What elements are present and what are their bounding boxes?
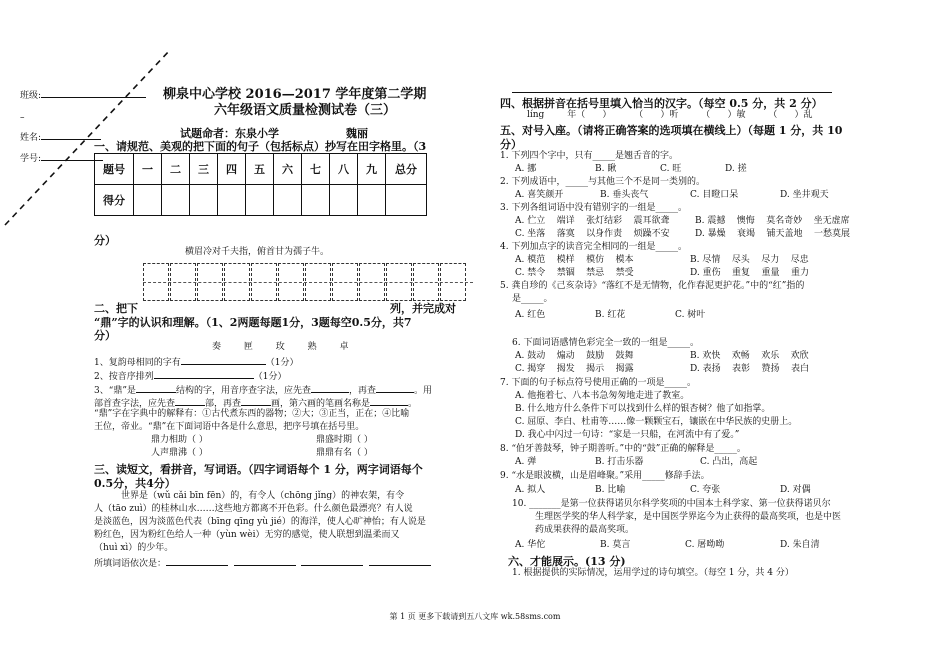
q3-para-5: （huì xì）的少年。 bbox=[94, 543, 174, 553]
q3-title: 三、读短文，看拼音，写词语。（四字词语每个 1 分，两字词语每个 bbox=[94, 463, 423, 476]
q5-item5-b: 是_____。 bbox=[512, 294, 553, 304]
q2-word-4: 鼎鼎有名（ ） bbox=[316, 448, 373, 458]
q5-item10-opt: D. 朱自清 bbox=[780, 540, 820, 550]
exam-title: 六年级语文质量检测试卷（三） bbox=[214, 103, 397, 118]
q4-title: 四、根据拼音在括号里填入恰当的汉字。（每空 0.5 分，共 2 分） bbox=[500, 97, 823, 110]
margin-dash: – bbox=[20, 113, 25, 123]
q2-item2: 2、按音序排列 （1分） bbox=[94, 368, 286, 383]
score-header-cell: 七 bbox=[302, 154, 330, 185]
q5-item3-opt: C. 坐落 落寞 以身作责 烦躁不安 bbox=[515, 229, 670, 239]
q5-item7-opt: D. 我心中闪过一句诗：“家是一只船，在河流中有了爱。” bbox=[515, 430, 740, 440]
q2-word-2: 鼎盛时期（ ） bbox=[316, 435, 373, 445]
score-cell[interactable] bbox=[246, 185, 274, 216]
q5-item10-opt: A. 华佗 bbox=[515, 540, 546, 550]
q1-title: 一、请规范、美观的把下面的句子（包括标点）抄写在田字格里。（3 bbox=[94, 140, 427, 153]
q3-para-3: 是淡蓝色，因为淡蓝色代表（bīng qīng yù jié）的海洋，使人心旷神怡；有人说是 bbox=[94, 517, 426, 527]
q5-item6-opt: D. 表扬 表彰 赞扬 表白 bbox=[690, 364, 809, 374]
q5-item1: 1. 下列四个字中，只有_____是翘舌音的字。 bbox=[500, 151, 678, 161]
score-cell[interactable] bbox=[162, 185, 190, 216]
name-label: 姓名: bbox=[20, 129, 101, 144]
score-cell[interactable] bbox=[302, 185, 330, 216]
score-cell[interactable] bbox=[386, 185, 427, 216]
q5-item4-opt: B. 尽情 尽头 尽力 尽忠 bbox=[690, 255, 809, 265]
score-header-cell: 一 bbox=[134, 154, 162, 185]
score-header-cell: 二 bbox=[162, 154, 190, 185]
q5-item9-opt: B. 比喻 bbox=[595, 485, 626, 495]
q5-item4: 4. 下列加点字的读音完全相同的一组是_____。 bbox=[500, 242, 687, 252]
score-cell[interactable] bbox=[358, 185, 386, 216]
q5-item8: 8. “伯牙善鼓琴，钟子期善听。”中的“鼓”正确的解释是_____。 bbox=[500, 444, 746, 454]
score-cell[interactable] bbox=[134, 185, 162, 216]
q2-item3-line1: 3、“鼎”是 结构的字，用音序查字法，应先查 ，再查 。用 bbox=[94, 382, 432, 397]
q5-title: 五、对号入座。（请将正确答案的选项填在横线上）（每题 1 分，共 10 bbox=[500, 124, 843, 137]
q5-item10-c: 药成果获得的最高奖项。 bbox=[535, 525, 635, 535]
q2-item3-line3: “鼎”字在字典中的解释有：①古代煮东西的器物；②大；③正当，正在；④比喻 bbox=[94, 409, 410, 419]
q5-item8-opt: A. 弹 bbox=[515, 457, 537, 467]
writing-grid[interactable] bbox=[143, 263, 473, 303]
score-cell[interactable] bbox=[218, 185, 246, 216]
q5-item9-opt: D. 对偶 bbox=[780, 485, 811, 495]
q5-item4-opt: C. 禁令 禁锢 禁忌 禁受 bbox=[515, 268, 634, 278]
q5-item3-opt: B. 震撼 懊悔 莫名奇妙 坐无虚席 bbox=[695, 216, 850, 226]
q2-item3-line2: 部首查字法，应先查 部，再查 画，第六画的笔画名称是 。 bbox=[94, 395, 417, 410]
q5-item2-opt: A. 喜笑颜开 bbox=[515, 190, 564, 200]
q5-item5-opt: A. 红色 bbox=[515, 310, 546, 320]
q2-title-b: 列，并完成对 bbox=[390, 302, 456, 315]
page-footer: 第 1 页 更多下载请到五八文库 wk.58sms.com bbox=[389, 612, 561, 621]
q3-para-2: 人（tāo zuì）的桂林山水……这些地方都离不开色彩。什么颜色最漂亮？有人说 bbox=[94, 504, 413, 514]
q2-item1: 1、复韵母相同的字有 （1分） bbox=[94, 354, 298, 369]
q2-word-1: 鼎力相助（ ） bbox=[151, 435, 208, 445]
score-cell[interactable] bbox=[274, 185, 302, 216]
score-header-cell: 三 bbox=[190, 154, 218, 185]
q3-answer-line: 所填词语依次是： bbox=[94, 555, 431, 570]
q5-item5: 5. 龚自珍的《己亥杂诗》“落红不是无情物，化作春泥更护花。”中的“红”指的 bbox=[500, 281, 805, 291]
q5-item6: 6. 下面词语感情色彩完全一致的一组是_____。 bbox=[512, 338, 699, 348]
q4-line: líng 年（ ） （ ）听 （ ）敏 （ ）乱 bbox=[527, 110, 813, 120]
q5-item6-opt: C. 揭穿 揭发 揭示 揭露 bbox=[515, 364, 634, 374]
q1-title-cont: 分） bbox=[94, 234, 116, 247]
top-right-line bbox=[512, 92, 832, 93]
author-label: 试题命者：东泉小学 bbox=[180, 127, 279, 140]
q5-item1-opt: A. 挪 bbox=[515, 164, 537, 174]
q5-item2: 2. 下列成语中，_____与其他三个不是同一类别的。 bbox=[500, 177, 705, 187]
score-table bbox=[94, 153, 427, 216]
q2-line2: “鼎”字的认识和理解。（1、2两题每题1分，3题每空0.5分，共7 bbox=[94, 316, 412, 329]
q2-word-3: 人声鼎沸（ ） bbox=[151, 448, 208, 458]
id-label: 学号: bbox=[20, 150, 103, 165]
q5-item10-opt: C. 屠呦呦 bbox=[685, 540, 725, 550]
q2-line3: 分） bbox=[94, 329, 116, 342]
q3-para-1: 世界是（wǔ cǎi bīn fēn）的，有令人（chōng jǐng）的神农架，有令 bbox=[121, 491, 405, 501]
q5-item10-opt: B. 莫言 bbox=[600, 540, 631, 550]
q5-item5-opt: C. 树叶 bbox=[675, 310, 706, 320]
q5-item2-opt: C. 目瞪口呆 bbox=[690, 190, 739, 200]
score-header-cell: 五 bbox=[246, 154, 274, 185]
score-header-cell: 九 bbox=[358, 154, 386, 185]
q5-item9-opt: C. 夸张 bbox=[690, 485, 721, 495]
q5-item9-opt: A. 拟人 bbox=[515, 485, 546, 495]
class-label: 班级: bbox=[20, 87, 146, 102]
q5-item1-opt: B. 瞅 bbox=[595, 164, 617, 174]
q5-item2-opt: B. 垂头丧气 bbox=[600, 190, 649, 200]
q2-chars: 奏 匣 玫 熟 卓 bbox=[212, 342, 349, 352]
q5-item3-opt: A. 伫立 端详 张灯结彩 震耳欲聋 bbox=[515, 216, 670, 226]
author-name: 魏丽 bbox=[346, 127, 368, 140]
score-cell[interactable] bbox=[330, 185, 358, 216]
q5-item4-opt: D. 重伤 重复 重量 重力 bbox=[690, 268, 809, 278]
q5-item8-opt: C. 凸出，高起 bbox=[700, 457, 758, 467]
q5-item9: 9. “水是眼波横，山是眉峰聚。”采用_____修辞手法。 bbox=[500, 471, 710, 481]
q5-item6-opt: A. 鼓动 煽动 鼓励 鼓舞 bbox=[515, 351, 634, 361]
score-header-cell: 八 bbox=[330, 154, 358, 185]
q2-title-a: 二、把下 bbox=[94, 302, 138, 315]
q5-item7: 7. 下面的句子标点符号使用正确的一项是_____。 bbox=[500, 378, 696, 388]
q3-para-4: 粉红色，因为粉红色给人一种（yùn wèi）无穷的感觉，使人联想到温柔而又 bbox=[94, 530, 400, 540]
q3-title2: 0.5分，共4分） bbox=[94, 477, 176, 490]
q5-item2-opt: D. 坐井观天 bbox=[780, 190, 829, 200]
q5-item10-a: 10. _______是第一位获得诺贝尔科学奖项的中国本土科学家、第一位获得诺贝尔 bbox=[512, 499, 831, 509]
score-header-cell: 四 bbox=[218, 154, 246, 185]
q5-item7-opt: A. 他拖着七、八本书急匆匆地走进了教室。 bbox=[515, 391, 690, 401]
q5-item5-opt: B. 红花 bbox=[595, 310, 626, 320]
q6-item1: 1. 根据提供的实际情况，运用学过的诗句填空。（每空 1 分，共 4 分） bbox=[512, 568, 794, 578]
score-cell[interactable] bbox=[190, 185, 218, 216]
score-header-cell: 总分 bbox=[386, 154, 427, 185]
q5-item7-opt: B. 什么地方什么条件下可以找到什么样的银杏树？他了如指掌。 bbox=[515, 404, 771, 414]
q5-item6-opt: B. 欢快 欢畅 欢乐 欢欣 bbox=[690, 351, 809, 361]
school-title: 柳泉中心学校 2016—2017 学年度第二学期 bbox=[163, 87, 427, 102]
q5-item7-opt: C. 屈原、李白、杜甫等……像一颗颗宝石，镶嵌在中华民族的史册上。 bbox=[515, 417, 798, 427]
score-table-score-row bbox=[95, 185, 427, 216]
score-table-header-row bbox=[95, 154, 427, 185]
q5-title2: 分） bbox=[500, 138, 522, 151]
q5-item4-opt: A. 模范 模样 模仿 模本 bbox=[515, 255, 634, 265]
q5-item3: 3. 下列各组词语中没有错别字的一组是_____。 bbox=[500, 203, 687, 213]
q5-item1-opt: D. 搓 bbox=[725, 164, 747, 174]
q5-item1-opt: C. 旺 bbox=[660, 164, 682, 174]
score-header-cell: 六 bbox=[274, 154, 302, 185]
q5-item3-opt: D. 暴燥 衰竭 铺天盖地 一愁莫展 bbox=[695, 229, 850, 239]
q2-item3-line4: 王位，帝业。“鼎”在下面词语中各是什么意思，把序号填在括号里。 bbox=[94, 422, 365, 432]
score-header-cell: 题号 bbox=[95, 154, 134, 185]
score-row-label: 得分 bbox=[95, 185, 134, 216]
q5-item8-opt: B. 打击乐器 bbox=[595, 457, 644, 467]
q6-title: 六、才能展示。(13 分) bbox=[508, 555, 626, 568]
q5-item10-b: 生理医学奖的华人科学家，是中国医学界迄今为止获得的最高奖项，也是中医 bbox=[535, 512, 842, 522]
q1-sentence: 横眉冷对千夫指，俯首甘为孺子牛。 bbox=[185, 247, 330, 257]
